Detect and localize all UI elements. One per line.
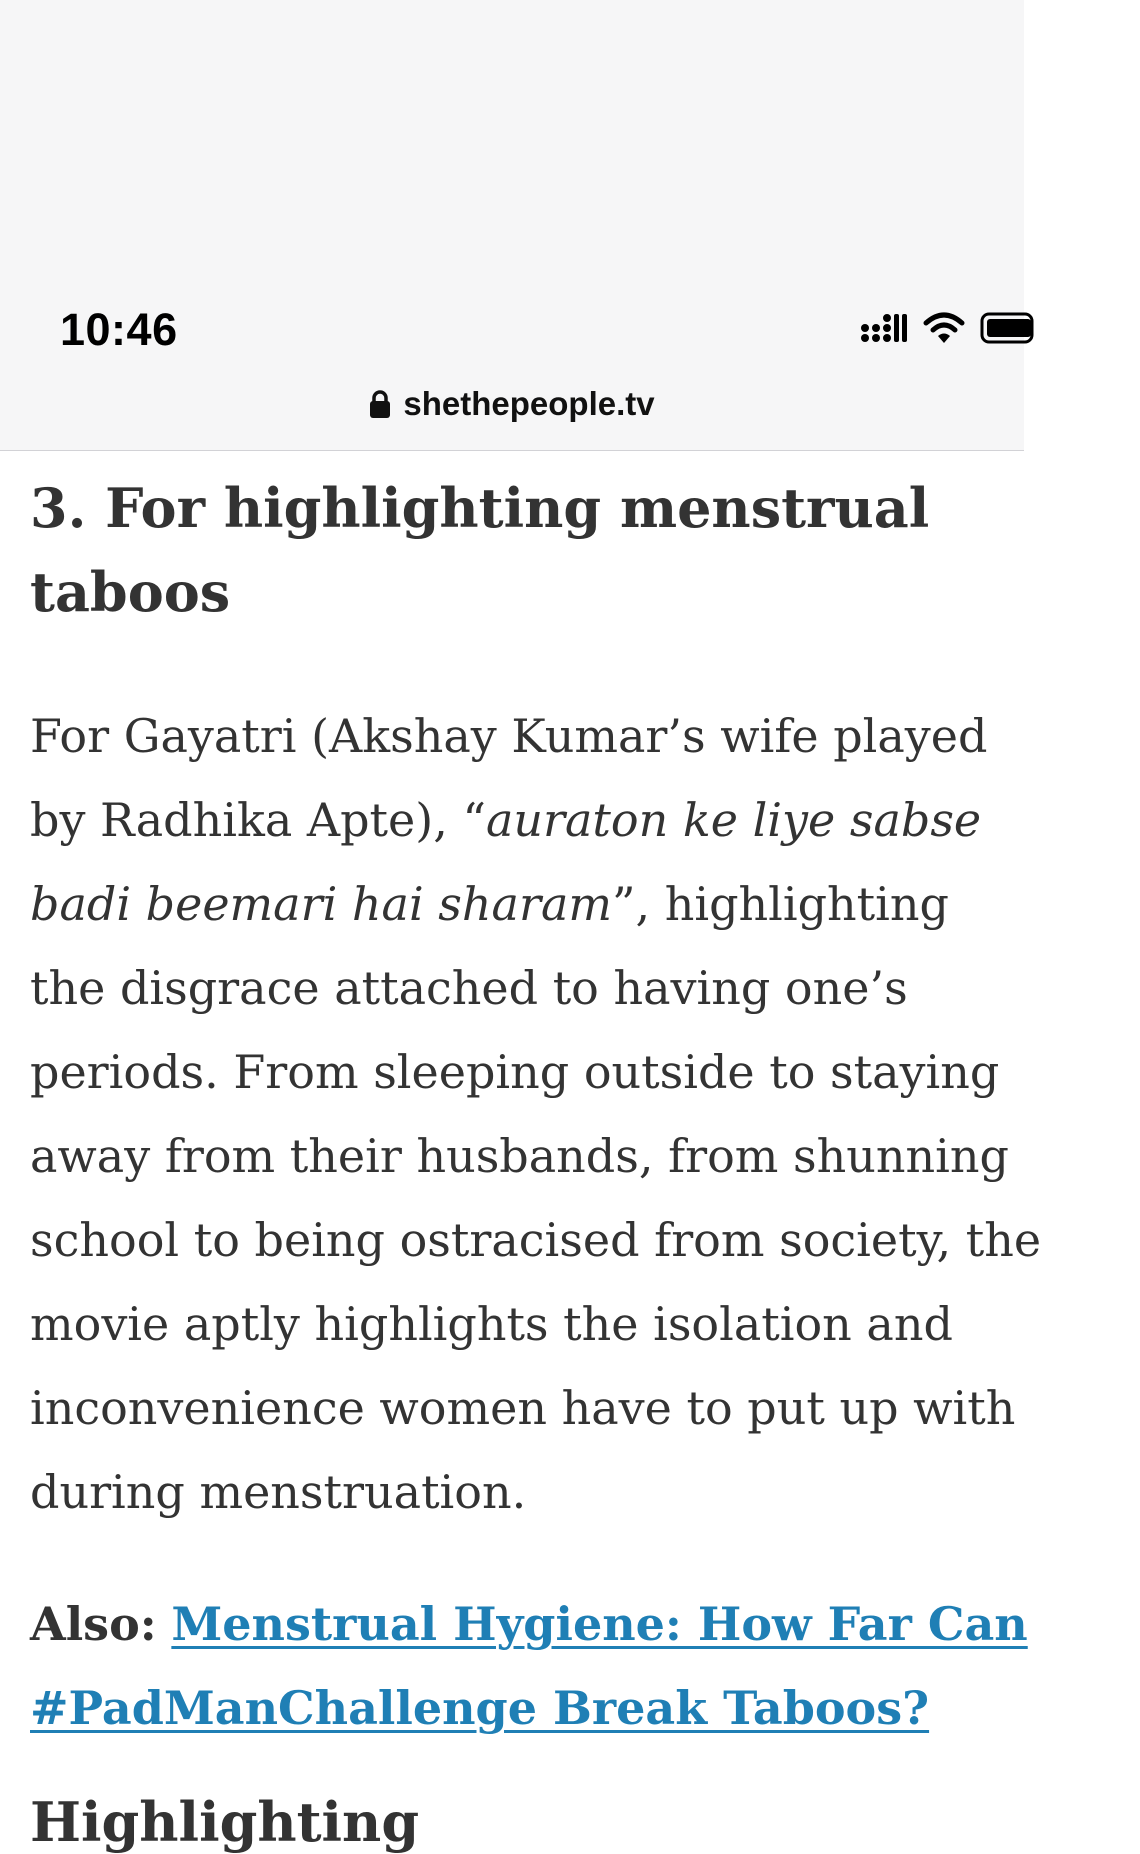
- paragraph-line: [30, 1198, 1041, 1282]
- status-time: 10:46: [60, 304, 178, 355]
- paragraph-text: For Gayatri (Akshay Kumar’s wife played: [30, 709, 988, 763]
- italic-quote-text: auraton ke liye sabse: [485, 793, 982, 847]
- paragraph-line: [30, 694, 1041, 778]
- lock-icon: [369, 389, 391, 419]
- cellular-signal-icon: [860, 313, 908, 343]
- also-line-2: [30, 1666, 1028, 1750]
- paragraph-text: by Radhika Apte), “: [30, 793, 486, 847]
- paragraph-text: school to being ostracised from society, the: [30, 1213, 1042, 1267]
- paragraph-line: [30, 862, 1041, 946]
- wifi-icon: [922, 311, 966, 345]
- domain-text: shethepeople.tv: [403, 385, 655, 422]
- paragraph-line: [30, 1450, 1041, 1534]
- also-block: [30, 1582, 1028, 1750]
- related-article-link[interactable]: Menstrual Hygiene: How Far Can: [171, 1597, 1028, 1651]
- related-article-link-continued[interactable]: #PadManChallenge Break Taboos?: [30, 1681, 930, 1735]
- paragraph-text: inconvenience women have to put up with: [30, 1381, 1016, 1435]
- paragraph-line: [30, 1282, 1041, 1366]
- next-heading-peek: Highlighting: [30, 1790, 420, 1854]
- body-paragraph: [30, 694, 1041, 1534]
- paragraph-line: [30, 946, 1041, 1030]
- also-label: Also:: [30, 1597, 157, 1651]
- address-bar[interactable]: [0, 378, 1024, 430]
- paragraph-text: during menstruation.: [30, 1465, 527, 1519]
- paragraph-line: [30, 1114, 1041, 1198]
- paragraph-text: periods. From sleeping outside to staying: [30, 1045, 1000, 1099]
- browser-chrome: [0, 0, 1024, 451]
- paragraph-text: away from their husbands, from shunning: [30, 1129, 1009, 1183]
- paragraph-line: [30, 1366, 1041, 1450]
- also-line-1: [30, 1582, 1028, 1666]
- paragraph-text: the disgrace attached to having one’s: [30, 961, 908, 1015]
- paragraph-text: ”, highlighting: [612, 877, 949, 931]
- paragraph-text: movie aptly highlights the isolation and: [30, 1297, 953, 1351]
- article-content: [30, 466, 1140, 1735]
- battery-icon: [980, 311, 1032, 345]
- paragraph-line: [30, 1030, 1041, 1114]
- status-icons: [860, 308, 1032, 348]
- section-heading: 3. For highlighting menstrual taboos: [30, 476, 930, 624]
- italic-quote-text: badi beemari hai sharam: [30, 877, 612, 931]
- paragraph-line: [30, 778, 1041, 862]
